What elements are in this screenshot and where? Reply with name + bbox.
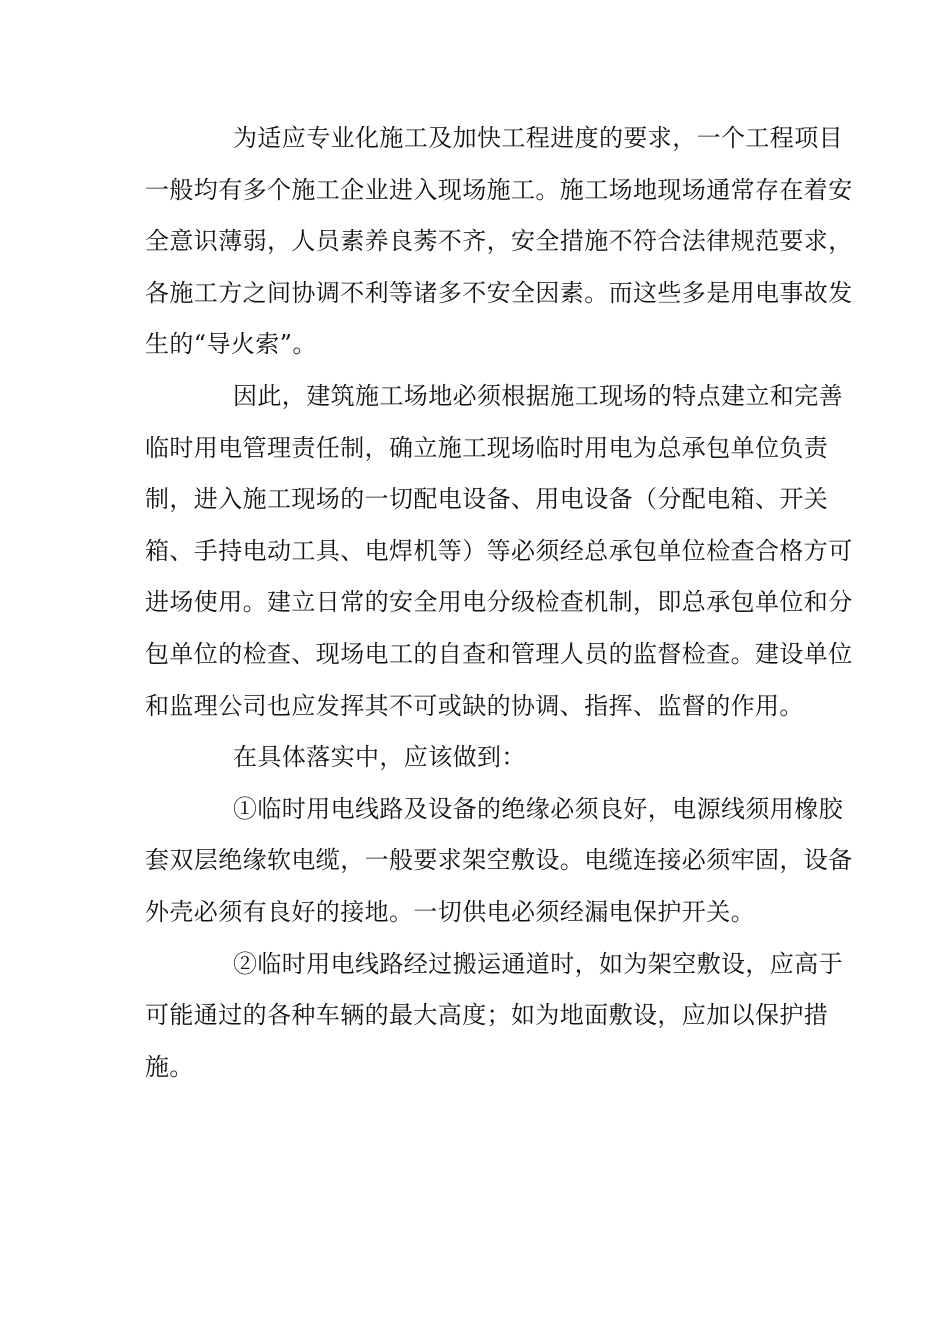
paragraph-4 [145, 784, 853, 939]
text-line: 制，进入施工现场的一切配电设备、用电设备（分配电箱、开关 [145, 485, 829, 514]
document-body [145, 113, 853, 1093]
text-line: 外壳必须有良好的接地。一切供电必须经漏电保护开关。 [145, 897, 755, 926]
text-line: ②临时用电线路经过搬运通道时，如为架空敷设，应高于 [233, 949, 843, 978]
paragraph-5 [145, 939, 843, 1094]
text-line: 因此，建筑施工场地必须根据施工现场的特点建立和完善 [233, 381, 843, 410]
text-line: 在具体落实中，应该做到： [233, 743, 526, 772]
text-line: 箱、手持电动工具、电焊机等）等必须经总承包单位检查合格方可 [145, 536, 853, 565]
text-line: 全意识薄弱，人员素养良莠不齐，安全措施不符合法律规范要求， [145, 227, 853, 256]
text-line: 包单位的检查、现场电工的自查和管理人员的监督检查。建设单位 [145, 639, 853, 668]
text-line: 各施工方之间协调不利等诸多不安全因素。而这些多是用电事故发 [145, 278, 853, 307]
text-line: ①临时用电线路及设备的绝缘必须良好，电源线须用橡胶 [233, 794, 843, 823]
text-line: 可能通过的各种车辆的最大高度；如为地面敷设，应加以保护措 [145, 1001, 829, 1030]
text-line: 施。 [145, 1052, 194, 1081]
paragraph-2 [145, 371, 853, 732]
text-line: 生的“导火索”。 [145, 330, 317, 359]
text-line: 一般均有多个施工企业进入现场施工。施工场地现场通常存在着安 [145, 175, 853, 204]
text-line: 进场使用。建立日常的安全用电分级检查机制，即总承包单位和分 [145, 588, 853, 617]
text-line: 临时用电管理责任制，确立施工现场临时用电为总承包单位负责 [145, 433, 829, 462]
text-line: 为适应专业化施工及加快工程进度的要求，一个工程项目 [233, 124, 843, 152]
text-line: 套双层绝缘软电缆，一般要求架空敷设。电缆连接必须牢固，设备 [145, 846, 853, 875]
paragraph-3 [145, 732, 805, 784]
paragraph-1 [145, 113, 853, 371]
text-line: 和监理公司也应发挥其不可或缺的协调、指挥、监督的作用。 [145, 691, 804, 720]
